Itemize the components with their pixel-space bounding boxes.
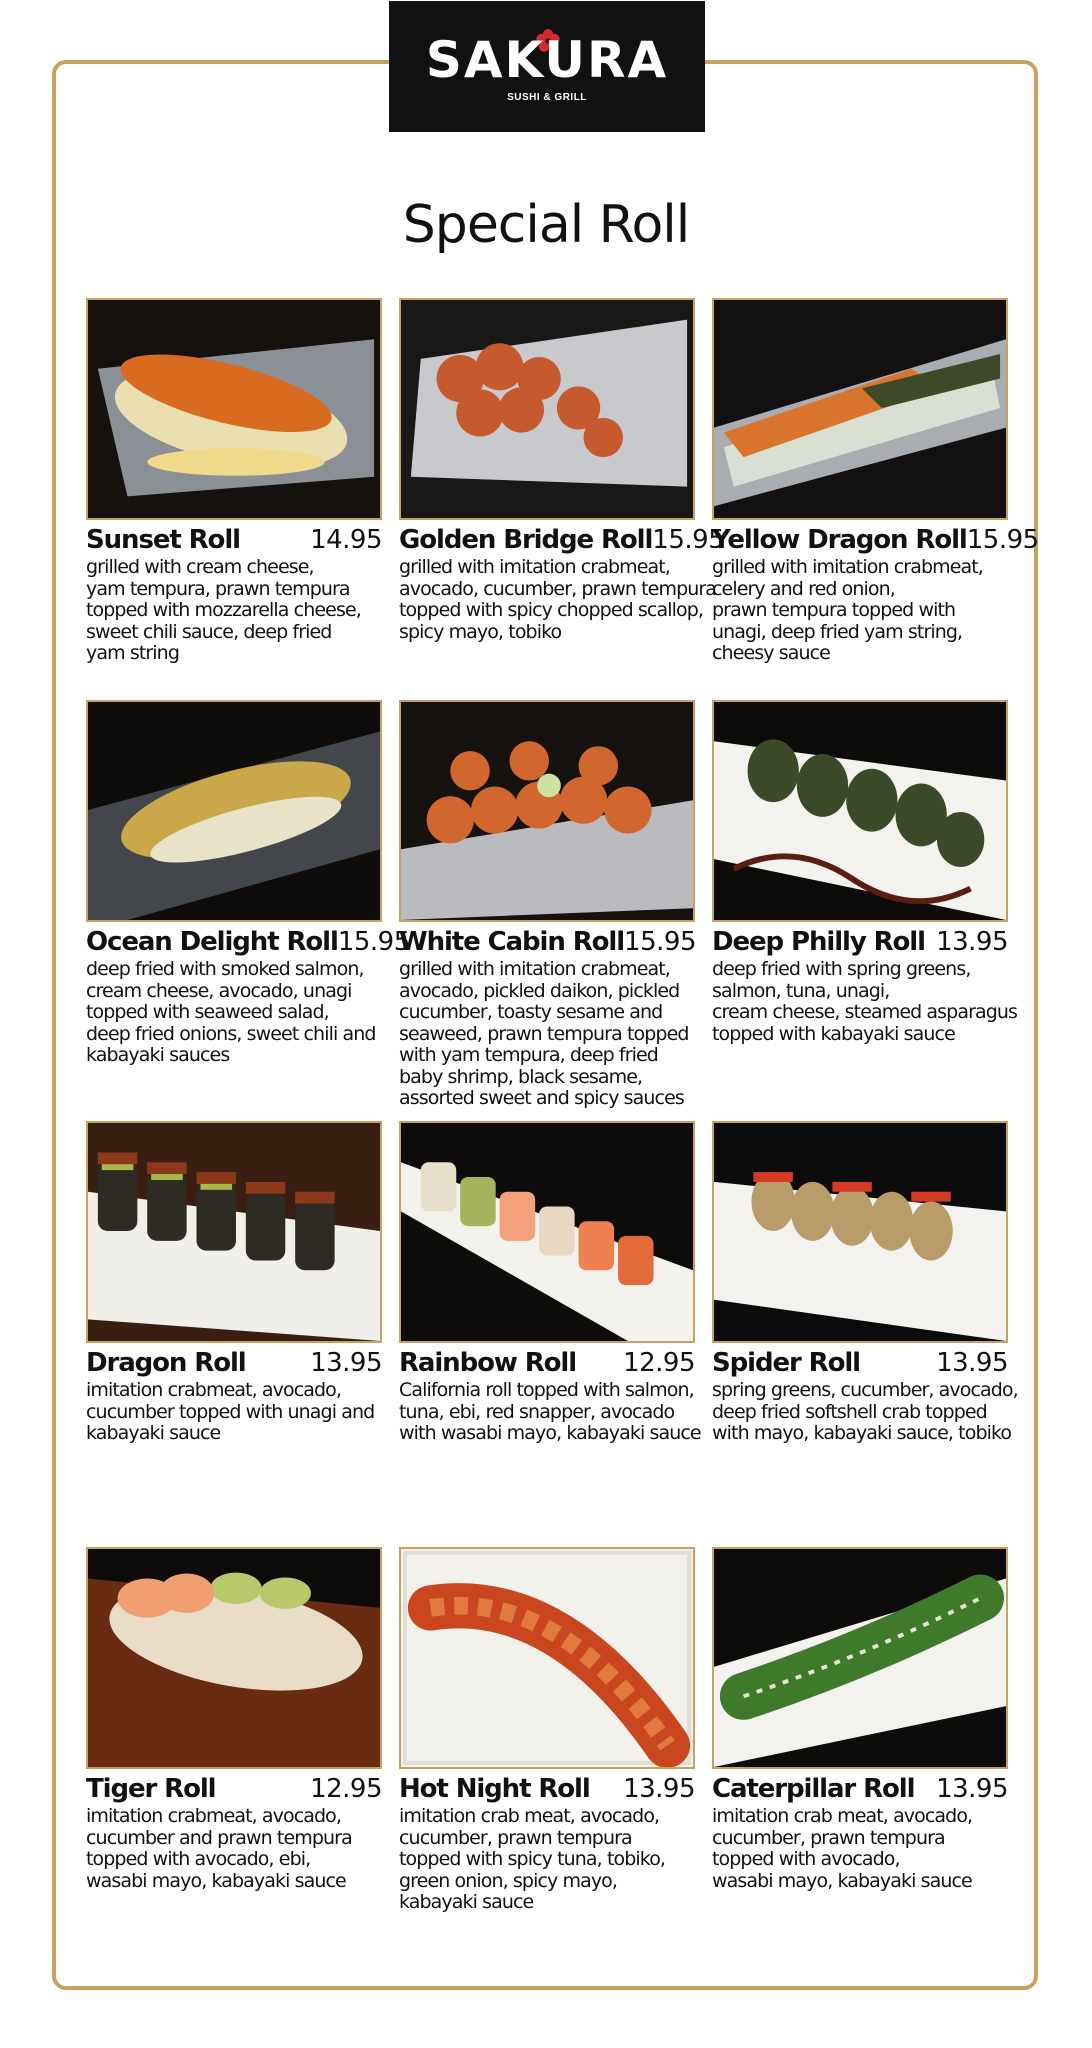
description-line: cream cheese, avocado, unagi: [86, 979, 352, 1002]
menu-item-price: 13.95: [936, 927, 1008, 957]
menu-item: [399, 1121, 701, 1445]
menu-item: [86, 298, 382, 665]
description-line: with wasabi mayo, kabayaki sauce: [399, 1422, 701, 1444]
menu-item-name: Caterpillar Roll: [712, 1774, 915, 1804]
description-line: imitation crab meat, avocado,: [712, 1805, 973, 1827]
description-line: spicy mayo, tobiko: [399, 620, 562, 643]
description-line: California roll topped with salmon,: [399, 1379, 694, 1401]
menu-item-description: [712, 557, 1008, 665]
menu-item: [712, 1547, 1008, 1892]
description-line: cream cheese, steamed asparagus: [712, 1001, 1018, 1023]
menu-item-description: [712, 1379, 1018, 1445]
description-line: salmon, tuna, unagi,: [712, 979, 890, 1002]
menu-item: [399, 1547, 695, 1914]
brand-logo: [389, 1, 705, 132]
deep-philly-roll-photo-icon: [712, 700, 1008, 922]
menu-item-name: Ocean Delight Roll: [86, 927, 338, 957]
menu-item-description: [399, 959, 695, 1110]
dragon-roll-photo-icon: [86, 1121, 382, 1343]
menu-item-description: [86, 557, 382, 665]
description-line: celery and red onion,: [712, 577, 895, 600]
description-line: kabayaki sauce: [86, 1422, 221, 1444]
description-line: tuna, ebi, red snapper, avocado: [399, 1400, 675, 1423]
description-line: assorted sweet and spicy sauces: [399, 1087, 684, 1109]
description-line: topped with seaweed salad,: [86, 1001, 329, 1023]
description-line: yam tempura, prawn tempura: [86, 577, 350, 600]
description-line: topped with kabayaki sauce: [712, 1022, 955, 1045]
description-line: cucumber, prawn tempura: [712, 1826, 945, 1849]
menu-item-header: [86, 926, 410, 958]
description-line: avocado, cucumber, prawn tempura: [399, 577, 717, 600]
description-line: cucumber and prawn tempura: [86, 1826, 352, 1849]
white-cabin-roll-photo-icon: [399, 700, 695, 922]
description-line: grilled with imitation crabmeat,: [399, 958, 670, 980]
menu-item: [399, 700, 695, 1110]
menu-item-price: 12.95: [310, 1774, 382, 1804]
ocean-delight-roll-photo-icon: [86, 700, 382, 922]
description-line: sweet chili sauce, deep fried: [86, 620, 332, 643]
menu-item-header: [712, 926, 1008, 958]
menu-item-name: Sunset Roll: [86, 525, 240, 555]
menu-item-price: 15.95: [624, 927, 696, 957]
description-line: cheesy sauce: [712, 642, 830, 664]
description-line: spring greens, cucumber, avocado,: [712, 1379, 1018, 1401]
sunset-roll-photo-icon: [86, 298, 382, 520]
description-line: imitation crabmeat, avocado,: [86, 1805, 342, 1827]
menu-item: [86, 1121, 382, 1445]
menu-item-price: 15.95: [337, 927, 410, 957]
description-line: imitation crab meat, avocado,: [399, 1805, 660, 1827]
description-line: baby shrimp, black sesame,: [399, 1065, 643, 1088]
menu-item: [86, 700, 410, 1067]
menu-item-price: 12.95: [623, 1348, 695, 1378]
description-line: topped with spicy chopped scallop,: [399, 599, 703, 621]
menu-item-header: [399, 1347, 695, 1379]
menu-item: [712, 1121, 1018, 1445]
menu-item-price: 13.95: [623, 1774, 695, 1804]
menu-item-price: 14.95: [310, 525, 382, 555]
menu-item-header: [86, 1347, 382, 1379]
menu-item-price: 15.95: [966, 525, 1039, 555]
menu-item-header: [86, 524, 382, 556]
description-line: green onion, spicy mayo,: [399, 1869, 618, 1892]
menu-item: [712, 700, 1018, 1045]
description-line: topped with avocado,: [712, 1848, 900, 1870]
menu-item-name: Hot Night Roll: [399, 1774, 590, 1804]
rainbow-roll-photo-icon: [399, 1121, 695, 1343]
menu-item-description: [86, 959, 382, 1067]
description-line: deep fried with smoked salmon,: [86, 958, 364, 980]
description-line: prawn tempura topped with: [712, 599, 956, 621]
description-line: wasabi mayo, kabayaki sauce: [712, 1869, 972, 1892]
description-line: avocado, pickled daikon, pickled: [399, 979, 680, 1002]
brand-tagline: SUSHI & GRILL: [507, 92, 587, 103]
menu-item: [399, 298, 725, 643]
menu-item-name: White Cabin Roll: [399, 927, 625, 957]
description-line: deep fried softshell crab topped: [712, 1400, 987, 1423]
menu-item-name: Tiger Roll: [86, 1774, 216, 1804]
description-line: with yam tempura, deep fried: [399, 1044, 658, 1066]
menu-item-description: [399, 1379, 701, 1445]
menu-item-name: Yellow Dragon Roll: [712, 525, 967, 555]
description-line: imitation crabmeat, avocado,: [86, 1379, 342, 1401]
hot-night-roll-photo-icon: [399, 1547, 695, 1769]
description-line: deep fried with spring greens,: [712, 958, 971, 980]
description-line: wasabi mayo, kabayaki sauce: [86, 1869, 346, 1892]
caterpillar-roll-photo-icon: [712, 1547, 1008, 1769]
description-line: grilled with imitation crabmeat,: [399, 556, 670, 578]
description-line: seaweed, prawn tempura topped: [399, 1022, 689, 1045]
menu-item-price: 13.95: [936, 1348, 1008, 1378]
description-line: topped with avocado, ebi,: [86, 1848, 311, 1870]
description-line: kabayaki sauces: [86, 1044, 230, 1066]
menu-item-description: [399, 1806, 695, 1914]
menu-item-name: Spider Roll: [712, 1348, 860, 1378]
description-line: topped with spicy tuna, tobiko,: [399, 1848, 666, 1870]
description-line: deep fried onions, sweet chili and: [86, 1022, 376, 1045]
menu-item-price: 13.95: [936, 1774, 1008, 1804]
menu-item-name: Deep Philly Roll: [712, 927, 925, 957]
menu-item-name: Golden Bridge Roll: [399, 525, 653, 555]
description-line: unagi, deep fried yam string,: [712, 620, 963, 643]
menu-item-header: [712, 1347, 1008, 1379]
menu-item-description: [712, 958, 1018, 1045]
description-line: yam string: [86, 642, 179, 664]
description-line: topped with mozzarella cheese,: [86, 599, 361, 621]
description-line: cucumber topped with unagi and: [86, 1400, 375, 1423]
menu-item-header: [86, 1773, 382, 1805]
spider-roll-photo-icon: [712, 1121, 1008, 1343]
menu-item-description: [86, 1806, 382, 1892]
golden-bridge-roll-photo-icon: [399, 298, 695, 520]
description-line: grilled with cream cheese,: [86, 556, 314, 578]
menu-item-header: [399, 926, 695, 958]
tiger-roll-photo-icon: [86, 1547, 382, 1769]
menu-item-header: [712, 1773, 1008, 1805]
description-line: kabayaki sauce: [399, 1891, 534, 1913]
description-line: grilled with imitation crabmeat,: [712, 556, 983, 578]
menu-item-name: Rainbow Roll: [399, 1348, 577, 1378]
menu-item: [712, 298, 1039, 665]
menu-item-name: Dragon Roll: [86, 1348, 246, 1378]
menu-item-price: 13.95: [310, 1348, 382, 1378]
menu-item-price: 15.95: [652, 525, 725, 555]
menu-item-description: [86, 1380, 382, 1445]
menu-item-description: [712, 1806, 1008, 1892]
menu-item-header: [712, 524, 1039, 556]
description-line: cucumber, toasty sesame and: [399, 1001, 663, 1023]
menu-title: Special Roll: [402, 195, 690, 255]
brand-name: SAKURA: [425, 31, 669, 89]
description-line: cucumber, prawn tempura: [399, 1826, 632, 1849]
yellow-dragon-roll-photo-icon: [712, 298, 1008, 520]
menu-item-header: [399, 1773, 695, 1805]
menu-item-header: [399, 524, 725, 556]
description-line: with mayo, kabayaki sauce, tobiko: [712, 1422, 1012, 1444]
menu-item-description: [399, 556, 717, 643]
menu-item: [86, 1547, 382, 1892]
